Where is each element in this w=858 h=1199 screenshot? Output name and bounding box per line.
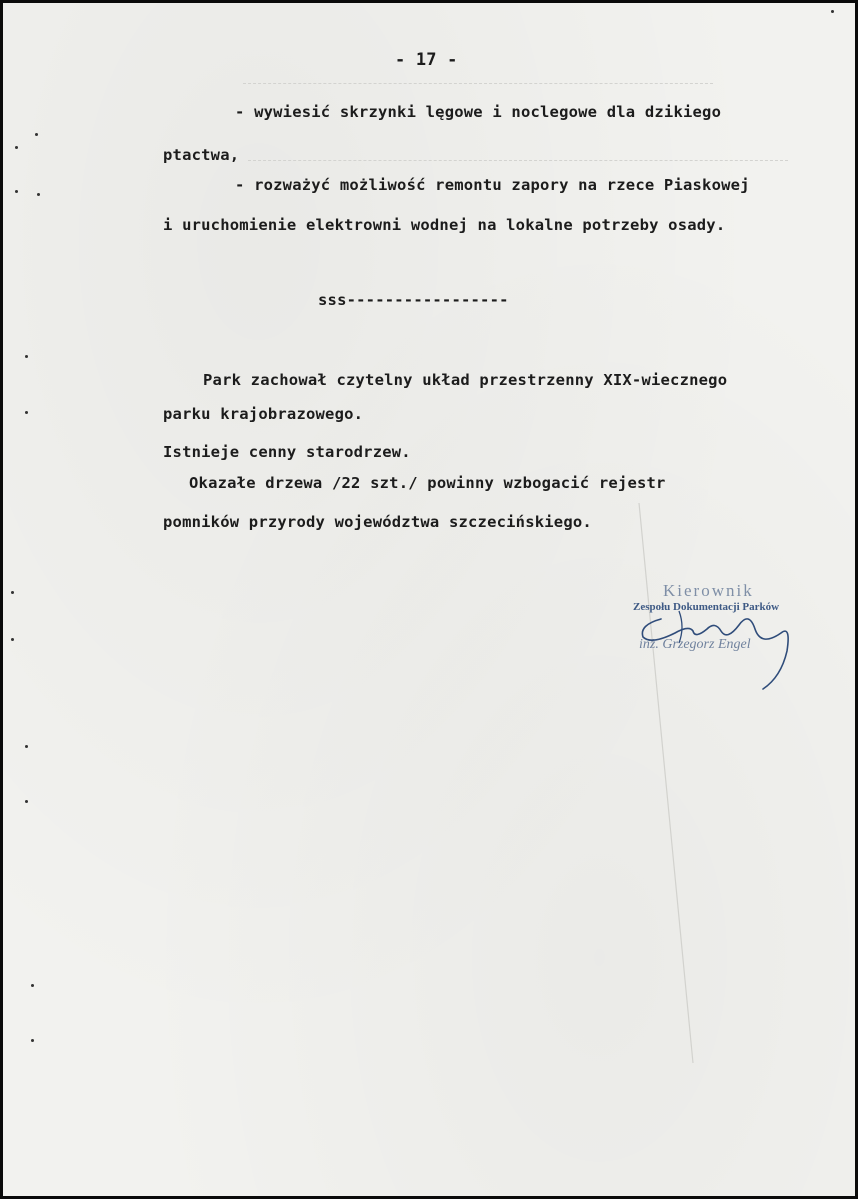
body-line: Okazałe drzewa /22 szt./ powinny wzbogacić rejestr: [189, 474, 666, 492]
body-line: Park zachował czytelny układ przestrzenny XIX-wiecznego: [203, 371, 728, 389]
document-page: [3, 3, 855, 1196]
margin-speck: [25, 355, 28, 358]
body-line: Istnieje cenny starodrzew.: [163, 443, 411, 461]
handwritten-signature: [631, 581, 811, 691]
margin-speck: [31, 984, 34, 987]
body-line: i uruchomienie elektrowni wodnej na lokalne potrzeby osady.: [163, 216, 726, 234]
body-line: parku krajobrazowego.: [163, 405, 364, 423]
stamp-title: Kierownik: [663, 581, 754, 600]
margin-speck: [11, 591, 14, 594]
margin-speck: [25, 800, 28, 803]
page-number: - 17 -: [395, 50, 458, 70]
margin-speck: [15, 190, 18, 193]
margin-speck: [35, 133, 38, 136]
body-line: - wywiesić skrzynki lęgowe i noclegowe dla dzikiego: [235, 103, 722, 121]
section-separator: sss-----------------: [318, 291, 509, 309]
margin-speck: [11, 638, 14, 641]
margin-speck: [25, 411, 28, 414]
margin-speck: [37, 193, 40, 196]
margin-speck: [15, 146, 18, 149]
stamp-name: inż. Grzegorz Engel: [639, 637, 751, 652]
corner-speck: [831, 10, 834, 13]
margin-speck: [31, 1039, 34, 1042]
margin-speck: [25, 745, 28, 748]
body-line: pomników przyrody województwa szczecińskiego.: [163, 513, 592, 531]
body-line: - rozważyć możliwość remontu zapory na rzece Piaskowej: [235, 176, 750, 194]
official-stamp: [631, 581, 811, 691]
stamp-unit: Zespołu Dokumentacji Parków: [633, 601, 780, 613]
body-line: ptactwa,: [163, 146, 240, 164]
